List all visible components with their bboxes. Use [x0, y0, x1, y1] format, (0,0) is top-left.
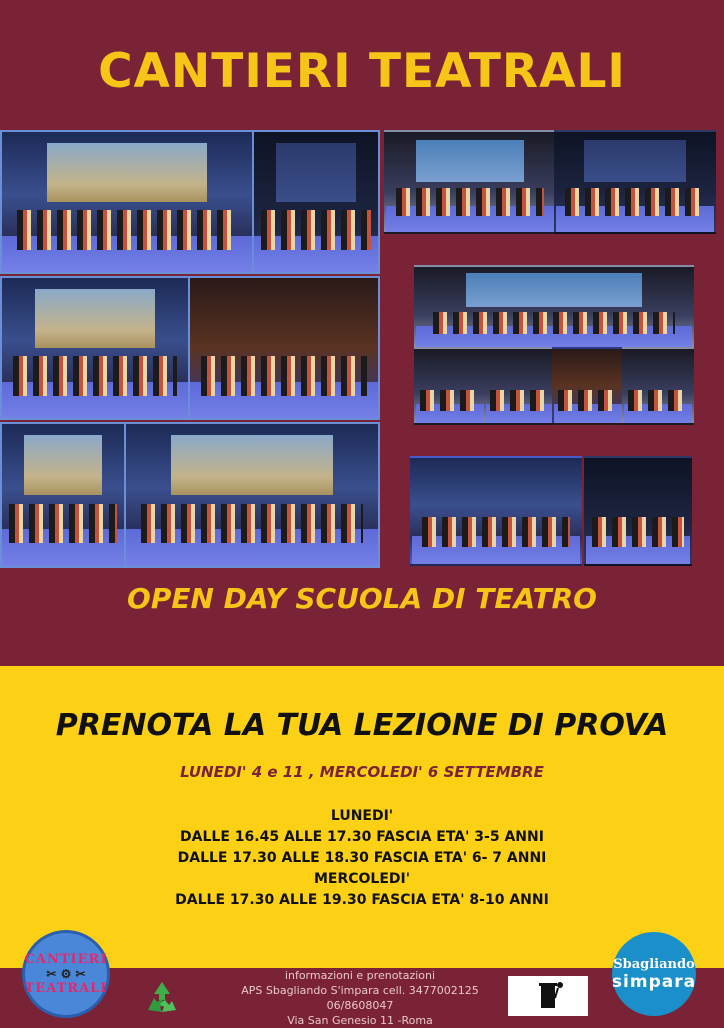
schedule-line: DALLE 16.45 ALLE 17.30 FASCIA ETA' 3-5 ANNI: [180, 829, 544, 845]
logo-scissors-icon: ✂ ⚙ ✂: [46, 967, 86, 981]
info-line: informazioni e prenotazioni: [284, 969, 436, 982]
logo-text-top: CANTIERI: [24, 952, 108, 967]
logo-text-bottom: simpara: [611, 971, 697, 992]
cantieri-teatrali-logo: [22, 930, 110, 1018]
logo-text-top: Sbagliando: [613, 956, 695, 972]
photo-standing-group: [584, 456, 692, 566]
poster-title: CANTIERI TEATRALI: [98, 44, 626, 99]
photo-small-1: [414, 347, 486, 425]
trash-bin-icon-box: [508, 976, 588, 1016]
info-line: 06/8608047: [326, 999, 394, 1012]
recycle-icon: [140, 976, 184, 1020]
photo-group-stage-3: [414, 265, 694, 349]
contact-info: [230, 968, 490, 1028]
photo-windmill-dancers: [0, 422, 126, 568]
info-line: APS Sbagliando S'impara cell. 3477002125: [241, 984, 479, 997]
schedule-line: MERCOLEDI': [313, 871, 411, 887]
schedule-line: LUNEDI': [330, 808, 394, 824]
photo-small-4: [622, 347, 694, 425]
photo-performers-closeup: [188, 276, 380, 420]
photo-group-stage-2: [554, 130, 716, 234]
photo-night-stage: [252, 130, 380, 274]
open-day-subtitle: OPEN DAY SCUOLA DI TEATRO: [127, 582, 597, 615]
photo-stars-performance: [124, 422, 380, 568]
dates-line: LUNEDI' 4 e 11 , MERCOLEDI' 6 SETTEMBRE: [180, 763, 544, 781]
logo-text-bottom: TEATRALI: [24, 981, 108, 996]
photo-small-2: [484, 347, 554, 425]
sbagliando-simpara-logo: [612, 932, 696, 1016]
schedule-line: DALLE 17.30 ALLE 19.30 FASCIA ETA' 8-10 ANNI: [175, 892, 549, 908]
schedule-block: [0, 806, 724, 911]
photo-group-stage-1: [384, 130, 556, 234]
photo-umbrellas: [410, 456, 582, 566]
headline: PRENOTA LA TUA LEZIONE DI PROVA: [55, 708, 669, 743]
info-line: Via San Genesio 11 -Roma: [287, 1014, 433, 1027]
photo-windmill-stage: [0, 276, 190, 420]
trash-bin-icon: [508, 976, 588, 1016]
photo-small-3: [552, 347, 624, 425]
photo-desert-stage: [0, 130, 254, 274]
schedule-line: DALLE 17.30 ALLE 18.30 FASCIA ETA' 6- 7 ANNI: [177, 850, 547, 866]
